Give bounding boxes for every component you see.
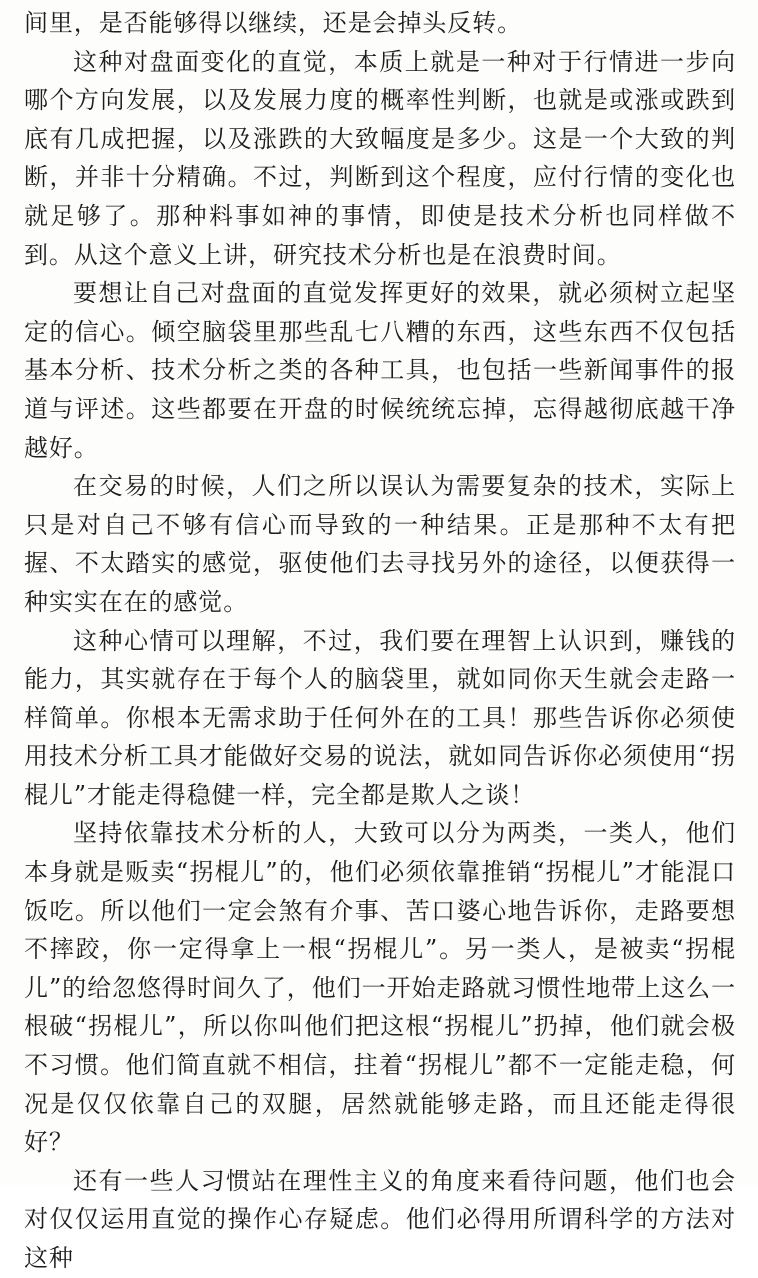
- paragraph-4: 在交易的时候，人们之所以误认为需要复杂的技术，实际上只是对自己不够有信心而导致的一种结果。正是那种不太有把握、不太踏实的感觉，驱使他们去寻找另外的途径，以便获得一种实实在在的感觉。: [24, 472, 736, 616]
- body-text: [24, 4, 736, 1278]
- paragraph-1: 间里，是否能够得以继续，还是会掉头反转。: [24, 9, 522, 37]
- paragraph-7: 还有一些人习惯站在理性主义的角度来看待问题，他们也会对仅仅运用直觉的操作心存疑虑。他们必得用所谓科学的方法对这种: [24, 1166, 736, 1272]
- paragraph-2: 这种对盘面变化的直觉，本质上就是一种对于行情进一步向哪个方向发展，以及发展力度的概率性判断，也就是或涨或跌到底有几成把握，以及涨跌的大致幅度是多少。这是一个大致的判断，并非十分精确。不过，判断到这个程度，应付行情的变化也就足够了。那种料事如神的事情，即使是技术分析也同样做不到。从这个意义上讲，研究技术分析也是在浪费时间。: [24, 47, 736, 269]
- paragraph-6: 坚持依靠技术分析的人，大致可以分为两类，一类人，他们本身就是贩卖“拐棍儿”的，他们必须依靠推销“拐棍儿”才能混口饭吃。所以他们一定会煞有介事、苦口婆心地告诉你，走路要想不摔跤，你一定得拿上一根“拐棍儿”。另一类人，是被卖“拐棍儿”的给忽悠得时间久了，他们一开始走路就习惯性地带上这么一根破“拐棍儿”，所以你叫他们把这根“拐棍儿”扔掉，他们就会极不习惯。他们简直就不相信，拄着“拐棍儿”都不一定能走稳，何况是仅仅依靠自己的双腿，居然就能够走路，而且还能走得很好？: [24, 819, 736, 1157]
- paragraph-3: 要想让自己对盘面的直觉发挥更好的效果，就必须树立起坚定的信心。倾空脑袋里那些乱七八糟的东西，这些东西不仅包括基本分析、技术分析之类的各种工具，也包括一些新闻事件的报道与评述。这些都要在开盘的时候统统忘掉，忘得越彻底越干净越好。: [24, 279, 736, 462]
- paragraph-5: 这种心情可以理解，不过，我们要在理智上认识到，赚钱的能力，其实就存在于每个人的脑袋里，就如同你天生就会走路一样简单。你根本无需求助于任何外在的工具！那些告诉你必须使用技术分析工具才能做好交易的说法，就如同告诉你必须使用“拐棍儿”才能走得稳健一样，完全都是欺人之谈！: [24, 626, 736, 809]
